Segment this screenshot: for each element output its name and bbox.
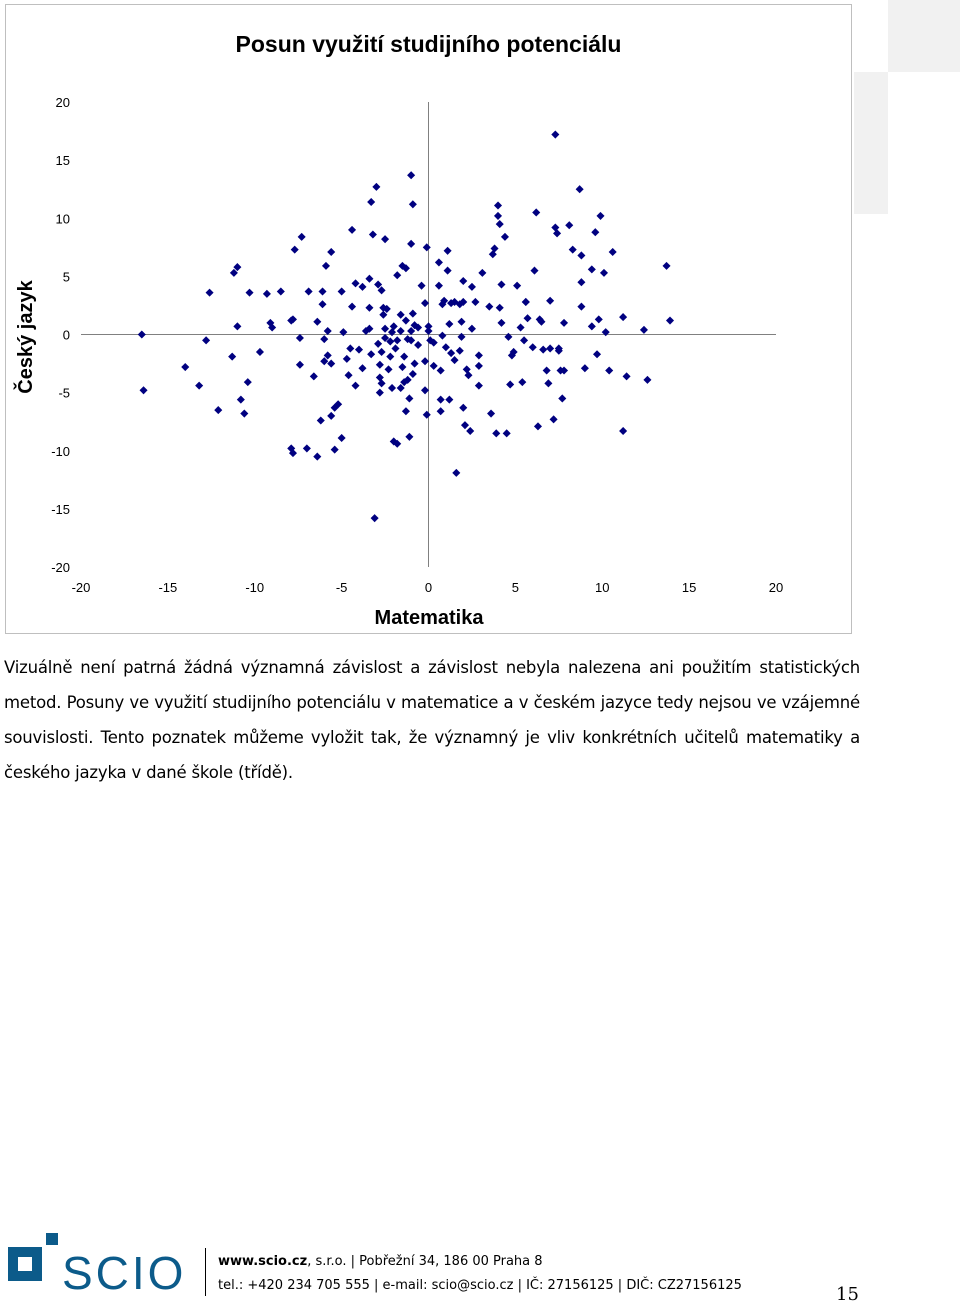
x-tick-label: -10 (245, 580, 265, 595)
chart-title: Posun využití studijního potenciálu (235, 31, 622, 57)
data-point (578, 252, 585, 259)
footer-separator (205, 1248, 206, 1296)
data-point (437, 408, 444, 415)
data-point (397, 327, 404, 334)
data-point (381, 236, 388, 243)
data-point (390, 323, 397, 330)
data-point (533, 209, 540, 216)
x-tick-label: 0 (424, 580, 433, 595)
data-point (140, 387, 147, 394)
data-point (437, 367, 444, 374)
data-point (409, 370, 416, 377)
data-point (439, 332, 446, 339)
data-point (472, 298, 479, 305)
data-point (359, 365, 366, 372)
data-point (597, 212, 604, 219)
data-point (666, 317, 673, 324)
data-point (230, 269, 237, 276)
data-point (348, 303, 355, 310)
x-tick-label: -5 (335, 580, 348, 595)
footer-website[interactable]: www.scio.cz (218, 1254, 308, 1269)
data-point (421, 387, 428, 394)
data-point (458, 318, 465, 325)
data-point (408, 172, 415, 179)
data-point (324, 352, 331, 359)
data-point (444, 267, 451, 274)
data-point (559, 395, 566, 402)
data-point (376, 374, 383, 381)
data-point (475, 352, 482, 359)
data-point (600, 269, 607, 276)
data-point (421, 358, 428, 365)
data-point (620, 427, 627, 434)
data-point (545, 380, 552, 387)
data-point (375, 340, 382, 347)
data-point (423, 244, 430, 251)
scatter-chart (5, 4, 852, 634)
data-point (437, 396, 444, 403)
footer-address-text: , s.r.o. | Pobřežní 34, 186 00 Praha 8 (307, 1254, 543, 1269)
data-point (444, 247, 451, 254)
data-point (234, 323, 241, 330)
data-point (376, 389, 383, 396)
data-point (520, 337, 527, 344)
data-point (620, 313, 627, 320)
x-tick-label: 5 (511, 580, 519, 595)
data-point (460, 404, 467, 411)
data-point (368, 351, 375, 358)
data-point (479, 269, 486, 276)
data-point (406, 395, 413, 402)
data-point (494, 212, 501, 219)
data-point (418, 282, 425, 289)
data-point (409, 310, 416, 317)
data-point (381, 325, 388, 332)
data-point (540, 346, 547, 353)
data-point (388, 384, 395, 391)
data-point (314, 318, 321, 325)
page-number: 15 (836, 1284, 859, 1305)
x-axis-label: Matematika (374, 607, 484, 629)
footer-address (218, 1254, 543, 1269)
data-point (215, 406, 222, 413)
data-point (489, 251, 496, 258)
data-point (547, 297, 554, 304)
logo-square-small (46, 1233, 58, 1245)
data-point (644, 376, 651, 383)
y-tick-label: 10 (55, 211, 70, 227)
data-point (296, 334, 303, 341)
data-point (496, 304, 503, 311)
data-point (468, 283, 475, 290)
data-point (345, 372, 352, 379)
data-point (593, 351, 600, 358)
y-axis-label: Český jazyk (15, 280, 37, 394)
data-point (456, 347, 463, 354)
data-point (534, 423, 541, 430)
scatter-plot (6, 5, 853, 635)
data-point (475, 382, 482, 389)
data-point (663, 262, 670, 269)
data-point (460, 277, 467, 284)
data-point (229, 353, 236, 360)
data-point (368, 198, 375, 205)
data-point (324, 327, 331, 334)
data-point (446, 320, 453, 327)
data-point (514, 282, 521, 289)
decorative-gray-block (854, 72, 888, 214)
x-tick-label: -15 (158, 580, 178, 595)
data-point (503, 430, 510, 437)
data-point (355, 346, 362, 353)
data-point (463, 366, 470, 373)
data-point (378, 380, 385, 387)
data-point (376, 361, 383, 368)
data-point (581, 365, 588, 372)
data-point (303, 445, 310, 452)
data-point (569, 246, 576, 253)
data-point (552, 131, 559, 138)
data-point (414, 341, 421, 348)
data-point (378, 348, 385, 355)
data-point (421, 300, 428, 307)
y-tick-label: -5 (58, 385, 70, 401)
data-point (425, 327, 432, 334)
data-point (343, 355, 350, 362)
data-point (310, 373, 317, 380)
x-tick-label: 20 (768, 580, 784, 595)
decorative-gray-block (888, 0, 960, 72)
data-point (380, 311, 387, 318)
data-point (491, 245, 498, 252)
data-point (435, 259, 442, 266)
data-point (566, 222, 573, 229)
data-point (408, 240, 415, 247)
body-paragraph: Vizuálně není patrná žádná významná závislost a závislost nebyla nalezena ani použitím statistických metod. Posuny ve využití studijního potenciálu v matematice a v českém jazyce tedy nejsou ve vzájemné souvislosti. Tento poznatek můžeme vyložit tak, že významný je vliv konkrétních učitelů matematiky a českého jazyka v dané škole (třídě). (4, 658, 860, 782)
data-point (369, 231, 376, 238)
data-point (487, 410, 494, 417)
data-point (524, 315, 531, 322)
data-point (246, 289, 253, 296)
data-point (387, 353, 394, 360)
data-point (338, 434, 345, 441)
data-point (496, 220, 503, 227)
data-point (371, 515, 378, 522)
data-point (553, 230, 560, 237)
data-point (392, 345, 399, 352)
data-point (578, 279, 585, 286)
data-point (606, 367, 613, 374)
data-point (321, 358, 328, 365)
y-tick-label: 15 (55, 153, 70, 169)
data-point (291, 246, 298, 253)
data-point (409, 201, 416, 208)
data-point (543, 367, 550, 374)
data-point (328, 360, 335, 367)
data-point (196, 382, 203, 389)
data-point (529, 344, 536, 351)
data-point (314, 453, 321, 460)
data-point (522, 298, 529, 305)
data-point (347, 345, 354, 352)
data-point (328, 412, 335, 419)
y-tick-label: -20 (51, 560, 70, 575)
data-point (317, 417, 324, 424)
data-point (375, 281, 382, 288)
data-point (552, 224, 559, 231)
x-tick-label: 15 (681, 580, 697, 595)
data-point (623, 373, 630, 380)
data-point (494, 202, 501, 209)
data-point (517, 324, 524, 331)
data-point (322, 262, 329, 269)
data-point (595, 316, 602, 323)
data-point (203, 337, 210, 344)
data-point (241, 410, 248, 417)
data-point (475, 362, 482, 369)
y-tick-label: -10 (51, 443, 70, 459)
data-point (182, 363, 189, 370)
data-point (493, 430, 500, 437)
data-point (305, 288, 312, 295)
data-point (498, 319, 505, 326)
data-point (402, 317, 409, 324)
data-point (411, 360, 418, 367)
data-point (507, 381, 514, 388)
y-tick-label: 0 (62, 327, 70, 343)
data-point (547, 345, 554, 352)
data-point (465, 372, 472, 379)
data-point (373, 183, 380, 190)
data-point (453, 469, 460, 476)
data-point (423, 411, 430, 418)
data-point (277, 288, 284, 295)
data-point (461, 422, 468, 429)
data-point (319, 288, 326, 295)
data-point (385, 366, 392, 373)
logo-text: SCIO (62, 1247, 187, 1293)
data-point (399, 363, 406, 370)
footer-contacts: tel.: +420 234 705 555 | e-mail: scio@scio.cz | IČ: 27156125 | DIČ: CZ27156125 (218, 1278, 742, 1293)
data-point (397, 311, 404, 318)
data-point (359, 283, 366, 290)
data-point (592, 229, 599, 236)
data-point (394, 272, 401, 279)
data-point (352, 382, 359, 389)
data-point (378, 287, 385, 294)
data-point (348, 226, 355, 233)
y-tick-label: -15 (51, 501, 70, 517)
data-point (578, 303, 585, 310)
data-point (366, 275, 373, 282)
data-point (394, 337, 401, 344)
scio-logo (4, 1233, 194, 1293)
data-point (321, 336, 328, 343)
data-point (519, 379, 526, 386)
data-point (138, 331, 145, 338)
data-point (447, 350, 454, 357)
data-point (468, 325, 475, 332)
y-tick-label: 20 (55, 95, 70, 110)
data-point (640, 326, 647, 333)
data-point (408, 327, 415, 334)
data-point (366, 304, 373, 311)
data-point (338, 288, 345, 295)
data-point (256, 348, 263, 355)
data-point (244, 379, 251, 386)
data-point (397, 384, 404, 391)
data-point (328, 248, 335, 255)
data-point (206, 289, 213, 296)
data-point (560, 319, 567, 326)
data-point (576, 186, 583, 193)
data-point (588, 266, 595, 273)
data-point (430, 362, 437, 369)
data-point (401, 353, 408, 360)
data-point (498, 281, 505, 288)
data-point (550, 416, 557, 423)
data-point (531, 267, 538, 274)
x-tick-label: -20 (71, 580, 91, 595)
data-point (402, 408, 409, 415)
x-tick-label: 10 (595, 580, 610, 595)
data-point (451, 356, 458, 363)
data-point (263, 290, 270, 297)
data-point (406, 433, 413, 440)
data-point (446, 396, 453, 403)
data-point (588, 323, 595, 330)
data-point (435, 282, 442, 289)
data-point (352, 280, 359, 287)
data-point (442, 344, 449, 351)
data-point (296, 361, 303, 368)
data-point (234, 263, 241, 270)
data-point (319, 301, 326, 308)
data-point (486, 303, 493, 310)
data-point (237, 396, 244, 403)
data-point (298, 233, 305, 240)
data-point (501, 233, 508, 240)
logo-square-inner (18, 1257, 32, 1271)
data-point (467, 427, 474, 434)
y-tick-label: 5 (62, 269, 70, 285)
data-point (609, 248, 616, 255)
data-point (331, 446, 338, 453)
